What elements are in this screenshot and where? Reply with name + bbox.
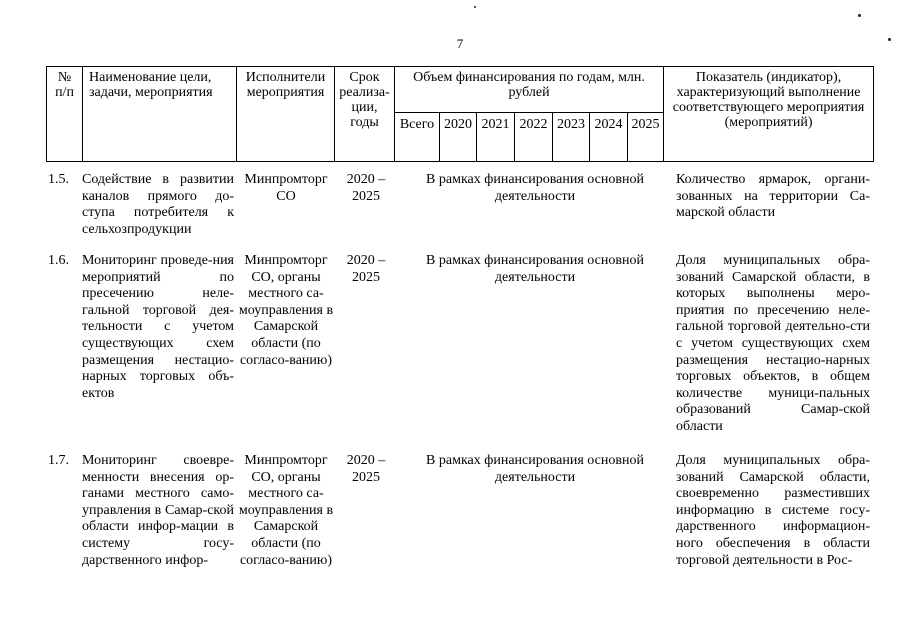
row-name: Содействие в развитии каналов прямого до-ступа потребителя к сельхозпродукции <box>82 172 234 237</box>
row-executor: Минпромторг СО, органы местного са-моуправления в Самарской области (по согласо-ванию) <box>238 453 334 568</box>
row-funding: В рамках финансирования основной деятельности <box>426 453 644 485</box>
header-term: Срок реализа-ции, годы <box>335 67 395 162</box>
row-term: 2020 – 2025 <box>346 253 386 285</box>
row-term: 2020 – 2025 <box>346 172 386 204</box>
header-year-2024: 2024 <box>590 113 628 162</box>
header-year-2025: 2025 <box>628 113 664 162</box>
row-number: 1.6. <box>48 253 69 268</box>
scan-speck <box>858 14 861 17</box>
scan-speck <box>474 6 476 8</box>
row-term: 2020 – 2025 <box>346 453 386 485</box>
row-name: Мониторинг своевре-менности внесения ор-ганами местного само-управления в Самар-ской области инфор-мации в систему госу-дарственного инфор- <box>82 453 234 568</box>
row-executor: Минпромторг СО <box>244 172 328 204</box>
header-num: № п/п <box>47 67 83 162</box>
page-number: 7 <box>456 36 464 51</box>
scan-speck <box>888 38 891 41</box>
row-executor: Минпромторг СО, органы местного са-моуправления в Самарской области (по согласо-ванию) <box>238 253 334 368</box>
header-year-2020: 2020 <box>440 113 477 162</box>
table-header <box>46 66 874 162</box>
row-number: 1.7. <box>48 453 69 468</box>
header-indicator: Показатель (индикатор), характеризующий выполнение соответствующего мероприятия (мероприятий) <box>664 67 874 162</box>
row-funding: В рамках финансирования основной деятельности <box>426 172 644 204</box>
header-year-2021: 2021 <box>477 113 515 162</box>
row-number: 1.5. <box>48 172 69 187</box>
header-funding: Объем финансирования по годам, млн. рублей <box>395 67 664 113</box>
header-year-2023: 2023 <box>553 113 590 162</box>
header-year-2022: 2022 <box>515 113 553 162</box>
row-name: Мониторинг проведе-ния мероприятий по пресечению неле-гальной торговой дея-тельности с учетом существующих схем размещения нестацио-нарных торговых объ-ектов <box>82 253 234 401</box>
header-total: Всего <box>395 113 440 162</box>
header-name: Наименование цели, задачи, мероприятия <box>83 67 237 162</box>
row-indicator: Доля муниципальных обра-зований Самарской области, в которых выполнены меро-приятия по пресечению неле-гальной торговой деятельно-сти с учетом существующих схем размещения нестацио-нарных торговых объектов, в общем количестве муници-пальных образований Самар-ской области <box>676 253 870 434</box>
row-funding: В рамках финансирования основной деятельности <box>426 253 644 285</box>
row-indicator: Количество ярмарок, органи-зованных на территории Са-марской области <box>676 172 870 221</box>
row-indicator: Доля муниципальных обра-зований Самарской области, своевременно разместивших информацию в системе госу-дарственного информацион-ного обеспечения в области торговой деятельности в Рос- <box>676 453 870 568</box>
header-executors: Исполнители мероприятия <box>237 67 335 162</box>
